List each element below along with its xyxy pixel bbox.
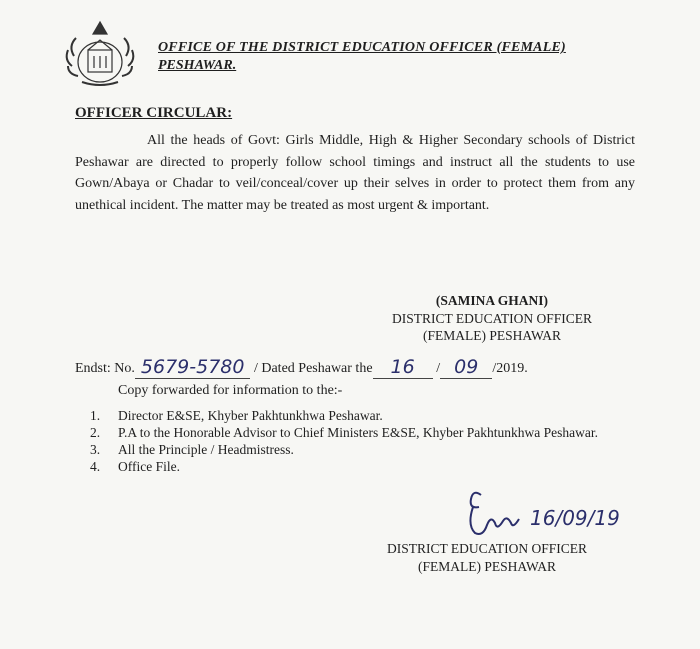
endorsement-month: 09 bbox=[440, 356, 492, 379]
copy-forwarded-line: Copy forwarded for information to the:- bbox=[118, 383, 343, 398]
footer-designation-2: (FEMALE) PESHAWAR bbox=[417, 558, 557, 574]
list-item: 1. Director E&SE, Khyber Pakhtunkhwa Peshawar. bbox=[90, 408, 383, 423]
list-item: 4. Office File. bbox=[90, 459, 180, 474]
endorsement-year: /2019. bbox=[492, 361, 528, 376]
list-item: 3. All the Principle / Headmistress. bbox=[90, 442, 294, 457]
office-title: OFFICE OF THE DISTRICT EDUCATION OFFICER (FEMALE) bbox=[158, 40, 566, 55]
signatory-name: (SAMINA GHANI) bbox=[435, 293, 549, 308]
endorsement-prefix: Endst: No. bbox=[75, 361, 135, 376]
circular-body-text: All the heads of Govt: Girls Middle, High & Higher Secondary schools of District Peshawar are directed to properly follow school timings and instruct all the students to use Gown/Abaya or Chadar to veil/conceal/cover up their selves in order to protect them from any unethical incident. The matter may be treated as most urgent & important. bbox=[75, 133, 635, 213]
office-subtitle: PESHAWAR. bbox=[158, 58, 237, 73]
signatory-designation-1: DISTRICT EDUCATION OFFICER bbox=[391, 310, 592, 326]
endorsement-number: 5679-5780 bbox=[135, 356, 251, 379]
footer-designation-1: DISTRICT EDUCATION OFFICER bbox=[386, 541, 587, 556]
circular-heading: OFFICER CIRCULAR: bbox=[75, 105, 233, 121]
government-emblem-logo bbox=[60, 16, 140, 88]
recipient-list bbox=[90, 407, 638, 475]
signatory-block bbox=[372, 292, 612, 345]
endorsement-day: 16 bbox=[373, 356, 433, 379]
endorsement-line: Endst: No. 5679-5780 / Dated Peshawar the 16 / 09 /2019. bbox=[75, 356, 528, 378]
list-item: 2. P.A to the Honorable Advisor to Chief Ministers E&SE, Khyber Pakhtunkhwa Peshawar. bbox=[90, 425, 598, 440]
handwritten-date: 16/09/19 bbox=[530, 506, 620, 530]
signatory-designation-2: (FEMALE) PESHAWAR bbox=[422, 328, 562, 343]
dated-label: / Dated Peshawar the bbox=[253, 361, 373, 376]
circular-body bbox=[75, 130, 635, 216]
footer-signatory-block bbox=[362, 540, 612, 575]
